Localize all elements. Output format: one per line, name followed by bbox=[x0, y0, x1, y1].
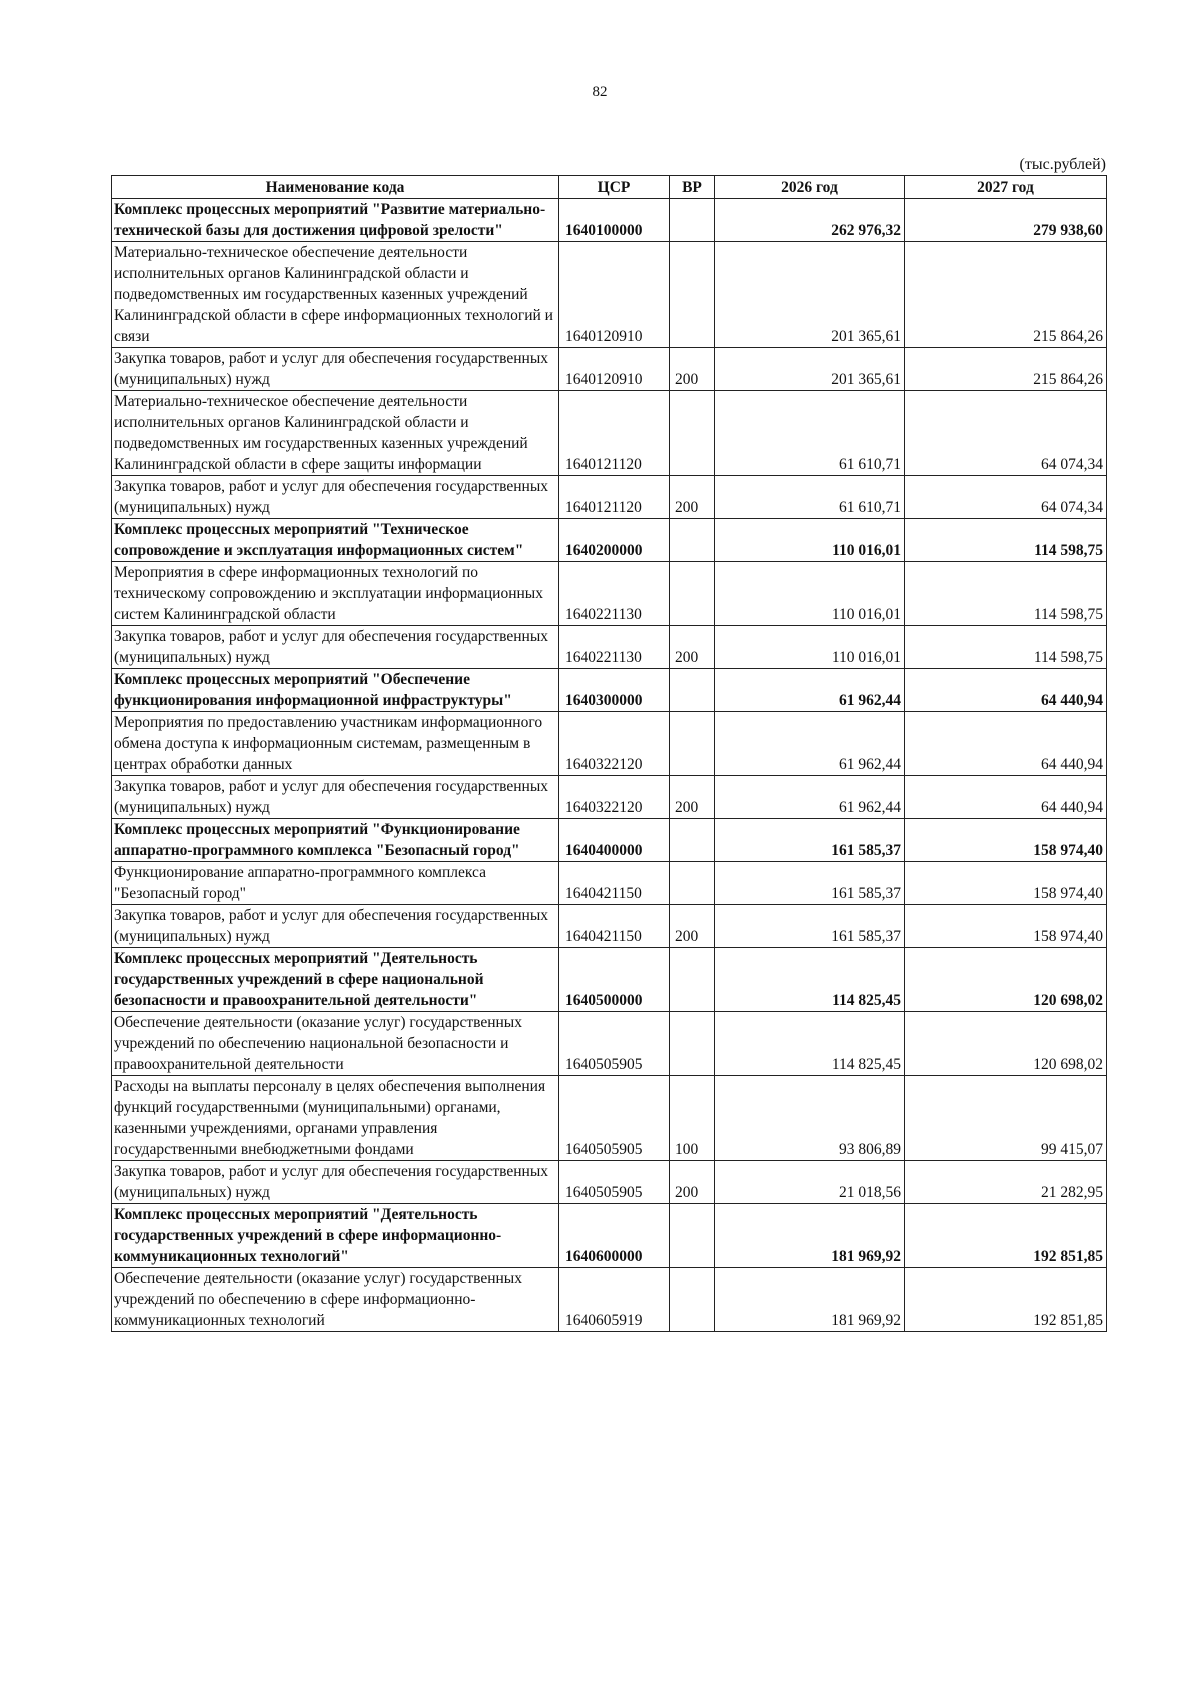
cell-2026: 181 969,92 bbox=[715, 1268, 905, 1332]
cell-2026: 110 016,01 bbox=[715, 626, 905, 669]
cell-vr: 200 bbox=[670, 905, 715, 948]
cell-2026: 161 585,37 bbox=[715, 819, 905, 862]
cell-vr bbox=[670, 862, 715, 905]
table-row bbox=[112, 1012, 1107, 1076]
header-csr: ЦСР bbox=[559, 176, 670, 199]
cell-csr: 1640221130 bbox=[559, 626, 670, 669]
cell-csr: 1640505905 bbox=[559, 1076, 670, 1161]
cell-csr: 1640121120 bbox=[559, 391, 670, 476]
cell-2026: 21 018,56 bbox=[715, 1161, 905, 1204]
table-row bbox=[112, 905, 1107, 948]
cell-2026: 61 962,44 bbox=[715, 776, 905, 819]
cell-csr: 1640121120 bbox=[559, 476, 670, 519]
cell-csr: 1640505905 bbox=[559, 1012, 670, 1076]
table-row-complex bbox=[112, 199, 1107, 242]
table-row-complex bbox=[112, 519, 1107, 562]
cell-2027: 21 282,95 bbox=[905, 1161, 1107, 1204]
cell-2027: 64 440,94 bbox=[905, 776, 1107, 819]
cell-csr: 1640100000 bbox=[559, 199, 670, 242]
header-name: Наименование кода bbox=[112, 176, 559, 199]
cell-vr bbox=[670, 391, 715, 476]
cell-2026: 110 016,01 bbox=[715, 519, 905, 562]
units-label: (тыс.рублей) bbox=[1019, 156, 1106, 173]
cell-2026: 114 825,45 bbox=[715, 948, 905, 1012]
budget-table bbox=[111, 175, 1107, 1332]
cell-vr: 200 bbox=[670, 1161, 715, 1204]
cell-name: Закупка товаров, работ и услуг для обеспечения государственных (муниципальных) нужд bbox=[112, 776, 559, 819]
table-row bbox=[112, 562, 1107, 626]
cell-2027: 158 974,40 bbox=[905, 862, 1107, 905]
table-row bbox=[112, 242, 1107, 348]
cell-2026: 61 610,71 bbox=[715, 476, 905, 519]
cell-vr bbox=[670, 1268, 715, 1332]
cell-2027: 215 864,26 bbox=[905, 348, 1107, 391]
cell-2027: 120 698,02 bbox=[905, 948, 1107, 1012]
cell-name: Обеспечение деятельности (оказание услуг) государственных учреждений по обеспечению национальной безопасности и правоохранительной деятельности bbox=[112, 1012, 559, 1076]
cell-2027: 215 864,26 bbox=[905, 242, 1107, 348]
cell-csr: 1640421150 bbox=[559, 905, 670, 948]
cell-2027: 64 440,94 bbox=[905, 669, 1107, 712]
cell-csr: 1640120910 bbox=[559, 242, 670, 348]
cell-2026: 161 585,37 bbox=[715, 862, 905, 905]
cell-name: Обеспечение деятельности (оказание услуг) государственных учреждений по обеспечению в сфере информационно-коммуникационных технологий bbox=[112, 1268, 559, 1332]
cell-2027: 114 598,75 bbox=[905, 626, 1107, 669]
cell-name: Комплекс процессных мероприятий "Деятельность государственных учреждений в сфере национальной безопасности и правоохранительной деятельности" bbox=[112, 948, 559, 1012]
cell-csr: 1640120910 bbox=[559, 348, 670, 391]
table-row bbox=[112, 476, 1107, 519]
cell-vr bbox=[670, 562, 715, 626]
table-row-complex bbox=[112, 669, 1107, 712]
table-row bbox=[112, 391, 1107, 476]
cell-vr: 200 bbox=[670, 626, 715, 669]
table-row-complex bbox=[112, 1204, 1107, 1268]
table-row-complex bbox=[112, 948, 1107, 1012]
cell-name: Комплекс процессных мероприятий "Функционирование аппаратно-программного комплекса "Безопасный город" bbox=[112, 819, 559, 862]
cell-csr: 1640505905 bbox=[559, 1161, 670, 1204]
cell-name: Закупка товаров, работ и услуг для обеспечения государственных (муниципальных) нужд bbox=[112, 476, 559, 519]
cell-2027: 120 698,02 bbox=[905, 1012, 1107, 1076]
cell-2027: 64 440,94 bbox=[905, 712, 1107, 776]
cell-name: Функционирование аппаратно-программного комплекса "Безопасный город" bbox=[112, 862, 559, 905]
cell-2026: 93 806,89 bbox=[715, 1076, 905, 1161]
cell-2027: 114 598,75 bbox=[905, 562, 1107, 626]
cell-2027: 158 974,40 bbox=[905, 819, 1107, 862]
cell-csr: 1640322120 bbox=[559, 776, 670, 819]
cell-2026: 161 585,37 bbox=[715, 905, 905, 948]
cell-2026: 201 365,61 bbox=[715, 242, 905, 348]
cell-2027: 64 074,34 bbox=[905, 476, 1107, 519]
cell-2026: 61 610,71 bbox=[715, 391, 905, 476]
cell-vr bbox=[670, 819, 715, 862]
cell-name: Комплекс процессных мероприятий "Техническое сопровождение и эксплуатация информационных систем" bbox=[112, 519, 559, 562]
cell-2027: 192 851,85 bbox=[905, 1204, 1107, 1268]
cell-csr: 1640300000 bbox=[559, 669, 670, 712]
table-row bbox=[112, 776, 1107, 819]
cell-vr bbox=[670, 1012, 715, 1076]
cell-name: Закупка товаров, работ и услуг для обеспечения государственных (муниципальных) нужд bbox=[112, 905, 559, 948]
table-row bbox=[112, 862, 1107, 905]
cell-2027: 64 074,34 bbox=[905, 391, 1107, 476]
cell-vr: 200 bbox=[670, 776, 715, 819]
cell-2027: 114 598,75 bbox=[905, 519, 1107, 562]
cell-csr: 1640221130 bbox=[559, 562, 670, 626]
table-row bbox=[112, 348, 1107, 391]
cell-name: Комплекс процессных мероприятий "Деятельность государственных учреждений в сфере информационно-коммуникационных технологий" bbox=[112, 1204, 559, 1268]
cell-name: Мероприятия в сфере информационных технологий по техническому сопровождению и эксплуатации информационных систем Калининградской области bbox=[112, 562, 559, 626]
cell-2027: 279 938,60 bbox=[905, 199, 1107, 242]
cell-vr bbox=[670, 669, 715, 712]
header-2027: 2027 год bbox=[905, 176, 1107, 199]
cell-vr bbox=[670, 1204, 715, 1268]
page-number: 82 bbox=[592, 84, 608, 100]
cell-vr bbox=[670, 519, 715, 562]
cell-name: Закупка товаров, работ и услуг для обеспечения государственных (муниципальных) нужд bbox=[112, 1161, 559, 1204]
cell-name: Материально-техническое обеспечение деятельности исполнительных органов Калининградской области и подведомственных им государственных казенных учреждений Калининградской области в сфере информационных технологий и связи bbox=[112, 242, 559, 348]
cell-2026: 181 969,92 bbox=[715, 1204, 905, 1268]
cell-csr: 1640421150 bbox=[559, 862, 670, 905]
cell-2026: 201 365,61 bbox=[715, 348, 905, 391]
cell-vr bbox=[670, 948, 715, 1012]
table-row bbox=[112, 626, 1107, 669]
table-row bbox=[112, 1161, 1107, 1204]
header-vr: ВР bbox=[670, 176, 715, 199]
cell-2026: 110 016,01 bbox=[715, 562, 905, 626]
cell-vr bbox=[670, 199, 715, 242]
cell-vr: 200 bbox=[670, 476, 715, 519]
cell-2026: 114 825,45 bbox=[715, 1012, 905, 1076]
cell-vr bbox=[670, 242, 715, 348]
cell-2026: 262 976,32 bbox=[715, 199, 905, 242]
cell-csr: 1640500000 bbox=[559, 948, 670, 1012]
cell-2026: 61 962,44 bbox=[715, 712, 905, 776]
table-row bbox=[112, 712, 1107, 776]
cell-name: Закупка товаров, работ и услуг для обеспечения государственных (муниципальных) нужд bbox=[112, 348, 559, 391]
cell-name: Комплекс процессных мероприятий "Обеспечение функционирования информационной инфраструктуры" bbox=[112, 669, 559, 712]
cell-csr: 1640605919 bbox=[559, 1268, 670, 1332]
cell-name: Закупка товаров, работ и услуг для обеспечения государственных (муниципальных) нужд bbox=[112, 626, 559, 669]
cell-name: Материально-техническое обеспечение деятельности исполнительных органов Калининградской области и подведомственных им государственных казенных учреждений Калининградской области в сфере защиты информации bbox=[112, 391, 559, 476]
cell-csr: 1640200000 bbox=[559, 519, 670, 562]
cell-csr: 1640400000 bbox=[559, 819, 670, 862]
cell-name: Комплекс процессных мероприятий "Развитие материально-технической базы для достижения цифровой зрелости" bbox=[112, 199, 559, 242]
table-body bbox=[112, 199, 1107, 1332]
table-row bbox=[112, 1268, 1107, 1332]
cell-name: Мероприятия по предоставлению участникам информационного обмена доступа к информационным системам, размещенным в центрах обработки данных bbox=[112, 712, 559, 776]
cell-csr: 1640600000 bbox=[559, 1204, 670, 1268]
cell-2027: 99 415,07 bbox=[905, 1076, 1107, 1161]
cell-2026: 61 962,44 bbox=[715, 669, 905, 712]
table-header-row bbox=[112, 176, 1107, 199]
cell-2027: 158 974,40 bbox=[905, 905, 1107, 948]
header-2026: 2026 год bbox=[715, 176, 905, 199]
cell-vr bbox=[670, 712, 715, 776]
cell-vr: 200 bbox=[670, 348, 715, 391]
table-row bbox=[112, 1076, 1107, 1161]
cell-2027: 192 851,85 bbox=[905, 1268, 1107, 1332]
cell-name: Расходы на выплаты персоналу в целях обеспечения выполнения функций государственными (муниципальными) органами, казенными учреждениями, органами управления государственными внебюджетными фондами bbox=[112, 1076, 559, 1161]
cell-csr: 1640322120 bbox=[559, 712, 670, 776]
table-row-complex bbox=[112, 819, 1107, 862]
cell-vr: 100 bbox=[670, 1076, 715, 1161]
